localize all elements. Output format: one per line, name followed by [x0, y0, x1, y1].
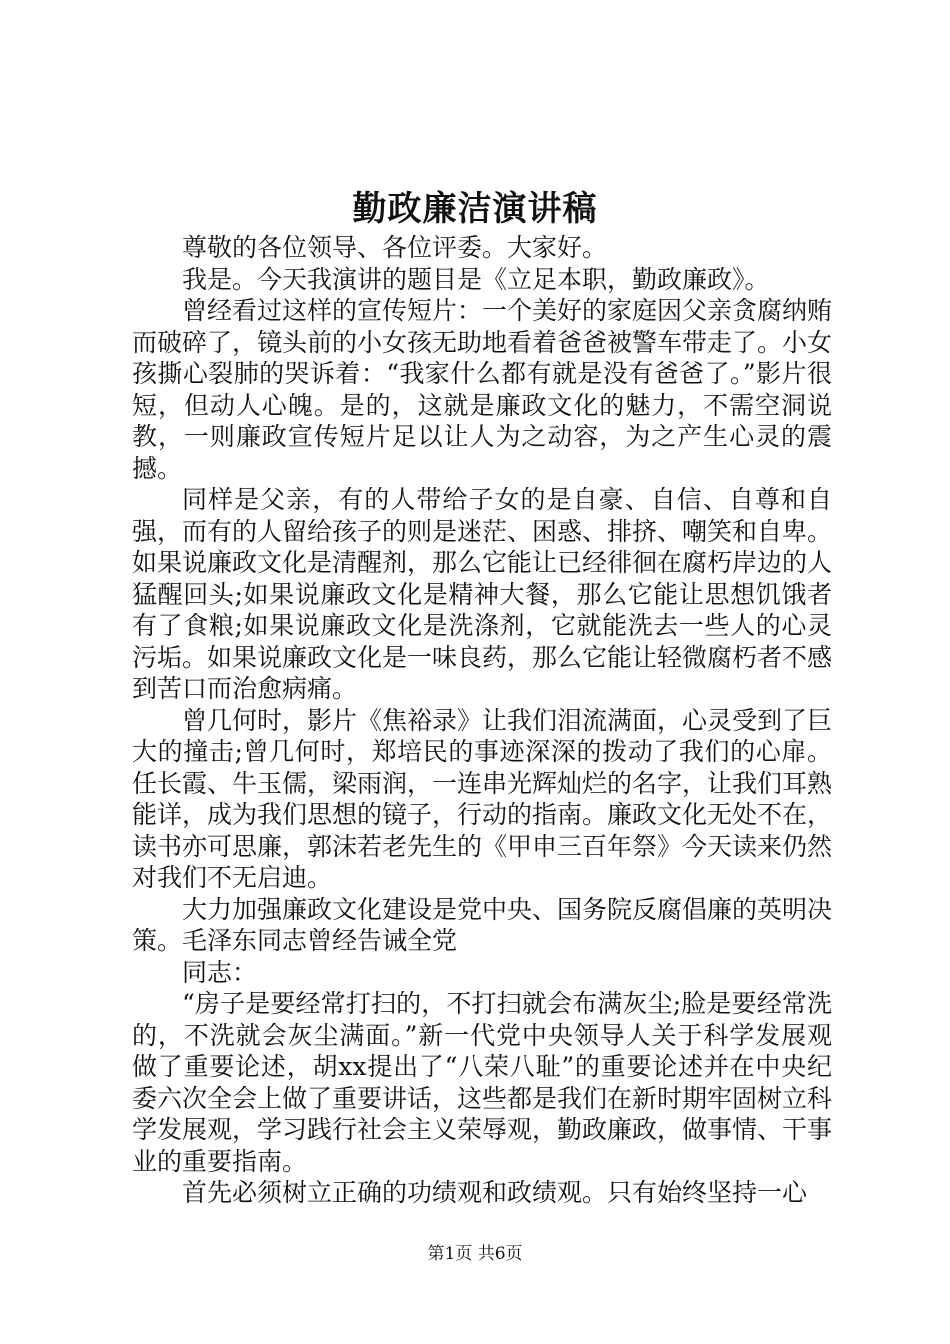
paragraph-short-film: 曾经看过这样的宣传短片：一个美好的家庭因父亲贪腐纳贿而破碎了，镜头前的小女孩无助地看着爸爸被警车带走了。小女孩撕心裂肺的哭诉着：“我家什么都有就是没有爸爸了。”影片很短，但动人心魄。是的，这就是廉政文化的魅力，不需空洞说教，一则廉政宣传短片足以让人为之动容，为之产生心灵的震撼。 — [132, 296, 833, 483]
paragraph-greeting: 尊敬的各位领导、各位评委。大家好。 — [182, 233, 608, 262]
paragraph-decision: 大力加强廉政文化建设是党中央、国务院反腐倡廉的英明决策。毛泽东同志曾经告诫全党 — [132, 894, 833, 955]
page-footer: 第1页 共6页 — [427, 1244, 523, 1264]
paragraph-quote: “房子是要经常打扫的，不打扫就会布满灰尘;脸是要经常洗的，不洗就会灰尘满面。”新一代党中央领导人关于科学发展观做了重要论述，胡xx提出了“八荣八耻”的重要论述并在中央纪委六次全会上做了重要讲话，这些都是我们在新时期牢固树立科学发展观，学习践行社会主义荣辱观，勤政廉政，做事情、干事业的重要指南。 — [132, 989, 833, 1176]
paragraph-father: 同样是父亲，有的人带给子女的是自豪、自信、自尊和自强，而有的人留给孩子的则是迷茫、困惑、排挤、嘲笑和自卑。如果说廉政文化是清醒剂，那么它能让已经徘徊在腐朽岸边的人猛醒回头;如果说廉政文化是精神大餐，那么它能让思想饥饿者有了食粮;如果说廉政文化是洗涤剂，它就能洗去一些人的心灵污垢。如果说廉政文化是一味良药，那么它能让轻微腐朽者不感到苦口而治愈病痛。 — [132, 485, 833, 703]
paragraph-role-models: 曾几何时，影片《焦裕录》让我们泪流满面，心灵受到了巨大的撞击;曾几何时，郑培民的事迹深深的拨动了我们的心扉。任长霞、牛玉儒，梁雨润，一连串光辉灿烂的名字，让我们耳熟能详，成为我们思想的镜子，行动的指南。廉政文化无处不在，读书亦可思廉，郭沫若老先生的《甲申三百年祭》今天读来仍然对我们不无启迪。 — [132, 705, 833, 892]
paragraph-topic: 我是。今天我演讲的题目是《立足本职，勤政廉政》。 — [182, 264, 770, 294]
paragraph-first-point: 首先必须树立正确的功绩观和政绩观。只有始终坚持一心 — [182, 1178, 808, 1207]
document-body — [132, 232, 832, 1209]
paragraph-comrades: 同志： — [182, 957, 258, 987]
document-title: 勤政廉洁演讲稿 — [352, 189, 598, 229]
